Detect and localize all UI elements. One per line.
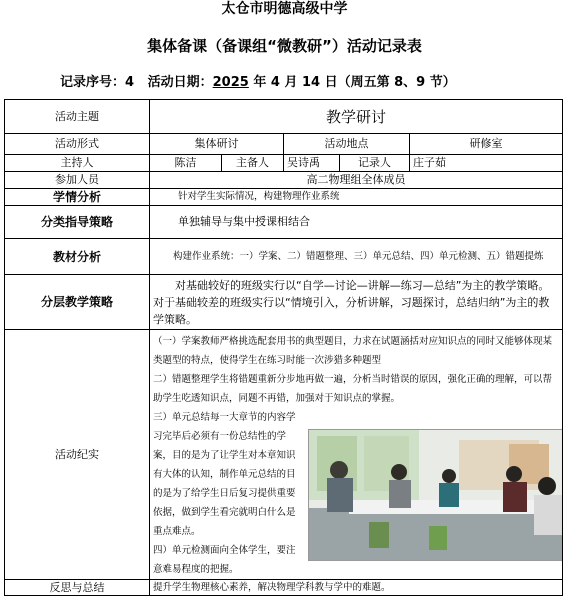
prep-value: 吴诗禹: [284, 155, 340, 172]
recorder-label: 记录人: [340, 155, 410, 172]
theme-label: 活动主题: [5, 100, 150, 134]
activity-para-3-text: 三）单元总结每一大章节的内容学习完毕后必须有一份总结性的学案，目的是为了让学生对本章知识有大体的认知，制作单元总结的目的是为了给学生日后复习提供重要依据，做到学生看完就明白什么是重点难点。: [153, 412, 296, 537]
guide-value: 单独辅导与集中授课相结合: [150, 206, 563, 239]
activity-label: 活动纪实: [5, 330, 150, 580]
row-layer: [5, 275, 563, 330]
row-activity: [5, 330, 563, 580]
host-label: 主持人: [5, 155, 150, 172]
date-year: 2025: [212, 75, 249, 90]
form-label: 活动形式: [5, 134, 150, 155]
row-participants: [5, 172, 563, 189]
guide-label: 分类指导策略: [5, 206, 150, 239]
row-guide: [5, 206, 563, 239]
date-rest: 年 4 月 14 日（周五第 8、9 节）: [248, 75, 456, 90]
activity-para-2: 二）错题整理学生将错题重新分步地再做一遍，分析当时错误的原因，强化正确的理解，可以帮助学生吃透知识点，同题不再错，加强对于知识点的掌握。: [153, 374, 553, 404]
meeting-photo: [308, 429, 563, 561]
row-form: [5, 134, 563, 155]
activity-para-4: 四）单元检测面向全体学生，要注意难易程度的把握。: [153, 545, 296, 575]
material-label: 教材分析: [5, 239, 150, 275]
participants-label: 参加人员: [5, 172, 150, 189]
recorder-value: 庄子茹: [410, 155, 563, 172]
host-value: 陈洁: [150, 155, 222, 172]
activity-content: [150, 330, 563, 580]
theme-value: 教学研讨: [150, 100, 563, 134]
layer-label: 分层教学策略: [5, 275, 150, 330]
row-theme: [5, 100, 563, 134]
record-number: 记录序号：4: [60, 75, 135, 90]
record-line: [60, 74, 456, 92]
form-title: 集体备课（备课组“微教研”）活动记录表: [147, 37, 422, 55]
reflection-label: 反思与总结: [5, 580, 150, 596]
row-material: [5, 239, 563, 275]
place-value: 研修室: [410, 134, 563, 155]
material-value: 构建作业系统：一）学案、二）错题整理、三）单元总结、四）单元检测、五）错题提炼: [150, 239, 563, 275]
record-table: [4, 99, 563, 596]
student-label: 学情分析: [5, 189, 150, 206]
reflection-value: 提升学生物理核心素养，解决物理学科教与学中的难题。: [150, 580, 563, 596]
row-people: [5, 155, 563, 172]
activity-para-1: （一）学案教师严格挑选配套用书的典型题目，力求在试题涵括对应知识点的同时又能够体现某类题型的特点，使得学生在练习时能一次涉猎多种题型: [153, 336, 553, 366]
layer-value: 对基础较好的班级实行以“自学—讨论—讲解—练习—总结”为主的教学策略。对于基础较差的班级实行以“情境引入，分析讲解，习题探讨，总结归纳”为主的教学策略。: [150, 275, 563, 330]
student-value: 针对学生实际情况，构建物理作业系统: [150, 189, 563, 206]
school-name: 太仓市明德高级中学: [221, 1, 348, 17]
date-label: 活动日期：: [147, 75, 213, 90]
prep-label: 主备人: [222, 155, 284, 172]
participants-value: 高二物理组全体成员: [150, 172, 563, 189]
row-reflection: [5, 580, 563, 596]
row-student: [5, 189, 563, 206]
place-label: 活动地点: [284, 134, 410, 155]
form-value: 集体研讨: [150, 134, 284, 155]
